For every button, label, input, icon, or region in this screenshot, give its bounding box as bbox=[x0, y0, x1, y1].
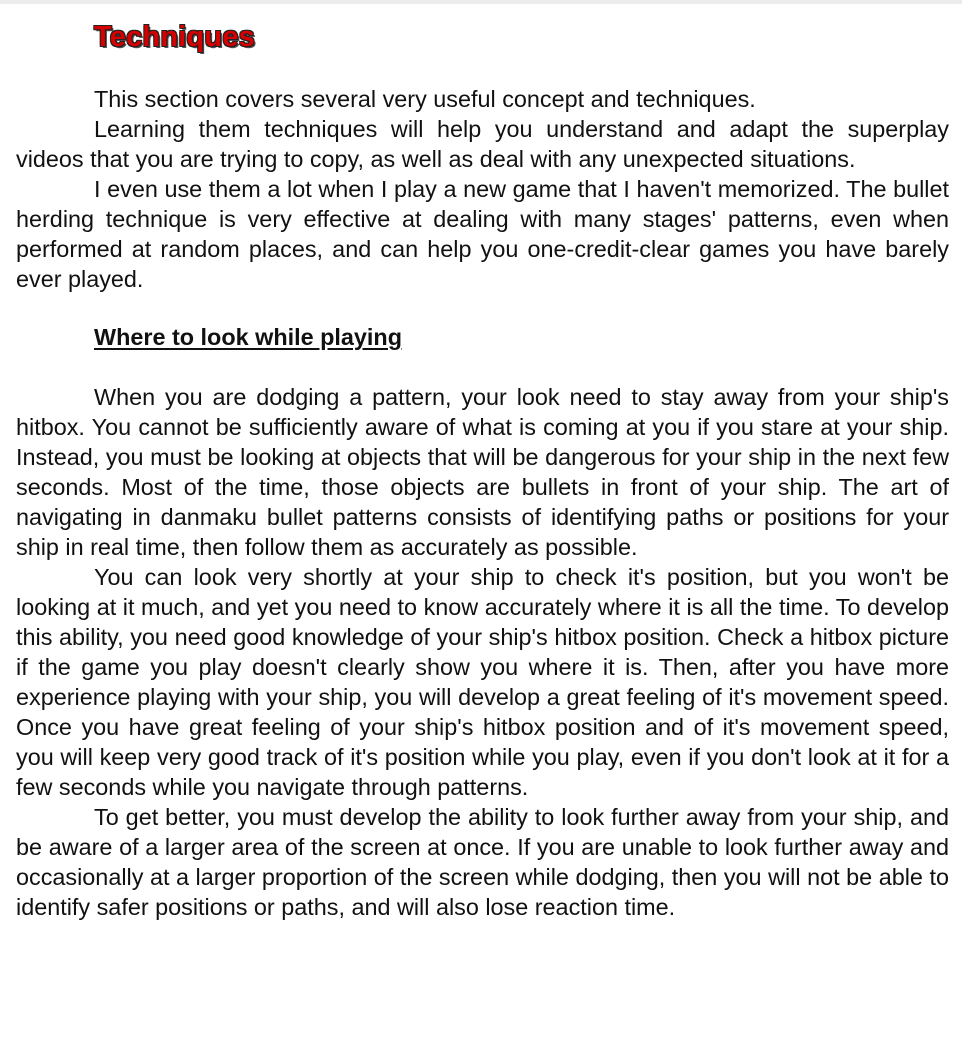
top-edge-divider bbox=[0, 0, 962, 4]
section-paragraph-3: To get better, you must develop the ability to look further away from your ship, and be aware of a larger area of the screen at once. If you are unable to look further away and occasionally at a larger proportion of the screen while dodging, then you will not be able to identify safer positions or paths, and will also lose reaction time. bbox=[16, 804, 949, 920]
intro-paragraph-1: This section covers several very useful concept and techniques. bbox=[94, 86, 756, 112]
section-paragraph-2: You can look very shortly at your ship to check it's position, but you won't be looking at it much, and yet you need to know accurately where it is all the time. To develop this ability, you need good knowledge of your ship's hitbox position. Check a hitbox picture if the game you play doesn't clearly show you where it is. Then, after you have more experience playing with your ship, you will develop a great feeling of it's movement speed. Once you have great feeling of your ship's hitbox position and of it's movement speed, you will keep very good track of it's position while you play, even if you don't look at it for a few seconds while you navigate through patterns. bbox=[16, 564, 949, 800]
section-heading: Where to look while playing bbox=[94, 324, 403, 350]
page-title: Techniques bbox=[94, 21, 255, 53]
document-page bbox=[16, 16, 949, 922]
intro-paragraph-2: Learning them techniques will help you understand and adapt the superplay videos that you are trying to copy, as well as deal with any unexpected situations. bbox=[16, 116, 949, 172]
section-paragraph-1: When you are dodging a pattern, your look need to stay away from your ship's hitbox. You cannot be sufficiently aware of what is coming at you if you stare at your ship. Instead, you must be looking at objects that will be dangerous for your ship in the next few seconds. Most of the time, those objects are bullets in front of your ship. The art of navigating in danmaku bullet patterns consists of identifying paths or positions for your ship in real time, then follow them as accurately as possible. bbox=[16, 384, 949, 560]
section-body bbox=[16, 382, 949, 922]
intro-section bbox=[16, 84, 949, 294]
intro-paragraph-3: I even use them a lot when I play a new game that I haven't memorized. The bullet herding technique is very effective at dealing with many stages' patterns, even when performed at random places, and can help you one-credit-clear games you have barely ever played. bbox=[16, 176, 949, 292]
